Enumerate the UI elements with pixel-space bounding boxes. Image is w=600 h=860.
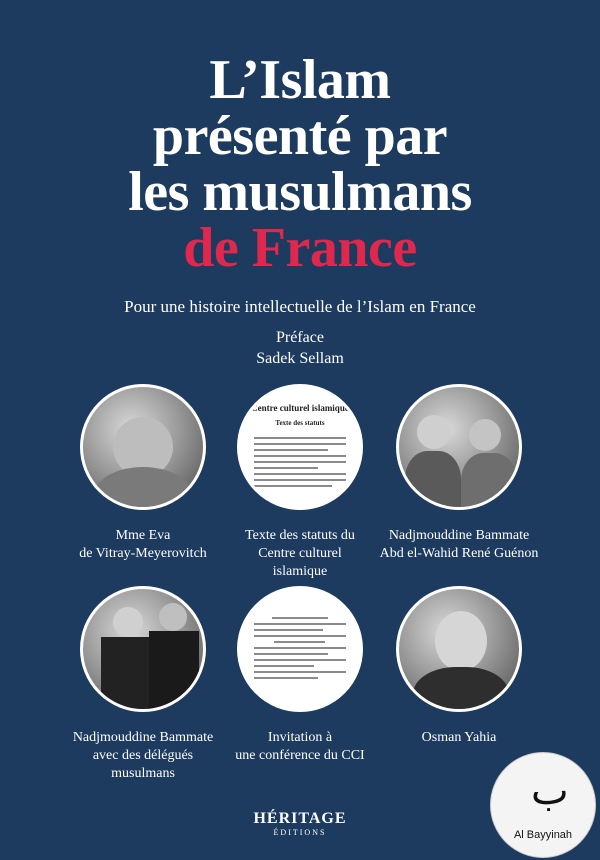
- title-accent-line: de France: [183, 217, 417, 279]
- sticker-label: Al Bayyinah: [513, 829, 573, 841]
- caption-line: Nadjmouddine Bammate: [388, 528, 530, 543]
- document-text-lines: [254, 613, 346, 683]
- photo-osman-yahia: [396, 586, 522, 712]
- document-invitation: [237, 586, 363, 712]
- caption-line: Invitation à: [267, 730, 333, 745]
- caption-line: islamique: [272, 564, 328, 579]
- publisher-subtitle: ÉDITIONS: [273, 828, 327, 837]
- calligraphy-icon: ب: [531, 768, 569, 813]
- caption-line: une conférence du CCI: [235, 748, 365, 763]
- caption-bammate-guenon: [374, 527, 544, 563]
- caption-line: Abd el-Wahid René Guénon: [379, 546, 539, 561]
- caption-bammate-delegues: [58, 729, 228, 783]
- document-text-lines: [254, 433, 346, 491]
- title-line: L’Islam: [209, 49, 391, 111]
- document-title: Centre culturel islamique: [251, 403, 349, 413]
- watermark-sticker: [490, 752, 596, 858]
- photo-bammate-delegues: [80, 586, 206, 712]
- caption-eva-de-vitray: [58, 527, 228, 563]
- document-statuts: [237, 384, 363, 510]
- photo-bammate-guenon: [396, 384, 522, 510]
- caption-line: Centre culturel: [258, 546, 342, 561]
- caption-line: Osman Yahia: [421, 730, 497, 745]
- title-line: présenté par: [152, 105, 448, 167]
- caption-invitation: [215, 729, 385, 765]
- caption-line: avec des délégués: [92, 748, 194, 763]
- caption-line: de Vitray-Meyerovitch: [79, 546, 207, 561]
- photo-eva-de-vitray: [80, 384, 206, 510]
- book-subtitle: Pour une histoire intellectuelle de l’Islam en France: [124, 297, 476, 316]
- caption-line: Mme Eva: [115, 528, 171, 543]
- publisher-logo: HÉRITAGE: [253, 810, 347, 827]
- caption-statuts: [215, 527, 385, 581]
- document-subtitle: Texte des statuts: [275, 419, 325, 427]
- book-title: [0, 49, 600, 279]
- caption-osman-yahia: [374, 729, 544, 747]
- preface-author: Sadek Sellam: [256, 350, 344, 367]
- caption-line: Texte des statuts du: [245, 528, 355, 543]
- caption-line: Nadjmouddine Bammate: [72, 730, 214, 745]
- title-line: les musulmans: [128, 161, 472, 223]
- caption-line: musulmans: [111, 766, 175, 781]
- preface-label: Préface: [276, 329, 324, 346]
